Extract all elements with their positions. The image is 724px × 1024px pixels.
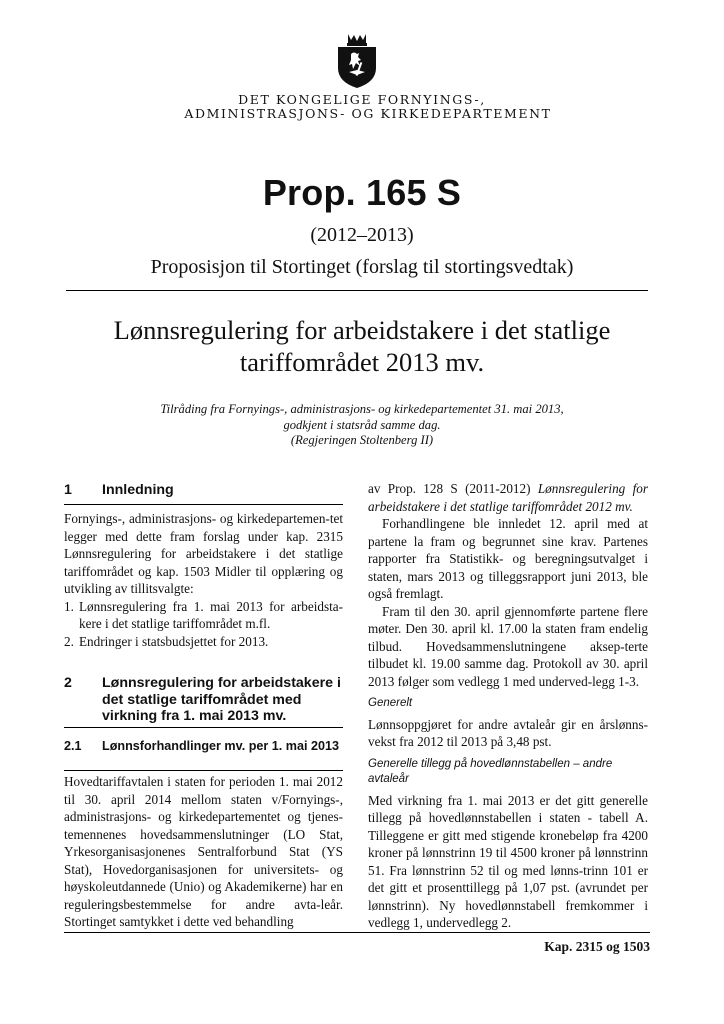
proposition-title: Prop. 165 S	[262, 172, 462, 213]
section1-title: Innledning	[102, 482, 174, 498]
section2-1-title: Lønnsforhandlinger mv. per 1. mai 2013	[102, 739, 340, 753]
ministry-name-line2: ADMINISTRASJONS- OG KIRKEDEPARTEMENT	[184, 106, 552, 121]
section2-1-text: Hovedtariffavtalen i staten for perioden 1. mai 2012 til 30. april 2014 mellom staten v/Fornyings-, administrasjons- og kirkedepartementet og tjenes-temennenes hovedsammenslutninger (LO Stat, Yrkesorganisasjonenes Sentralforbund Stat (YS Stat), Hovedorganisasjonen for universitets- og høyskoleutdannede (Unio) og Akademikerne) har en reguleringsbestemmelse for andre avta-leår. Stortinget samtykket i dette ved behandling	[64, 774, 343, 929]
tillegg-paragraph: Med virkning fra 1. mai 2013 er det gitt generelle tillegg på hovedlønnstabellen i staten - tabell A. Tilleggene er gitt med stigende kronebeløp fra 4200 kroner på lønnstrinn 19 til 4500 kroner på lønnstrinn 51. Fra lønnstrinn 52 til og med lønns-trinn 101 er det gitt et prosenttillegg på 1,07 pst. (avrundet per lønnstrinn). Ny hovedlønnstabell fremkommer i vedlegg 1, undervedlegg 2.	[368, 792, 648, 930]
endorsement	[80, 402, 644, 449]
list-item	[64, 598, 343, 633]
list-item-text: Lønnsregulering fra 1. mai 2013 for arbeidsta-kere i det statlige tariffområdet m.fl.	[79, 598, 343, 631]
section2-heading	[64, 675, 343, 725]
meetings-paragraph: Fram til den 30. april gjennomførte partene flere møter. Den 30. april kl. 17.00 la staten fram endelig tilbud. Hovedsammenslutningene aksep-terte tilbudet kl. 19.00 samme dag. Protokoll av 30. april 2013 følger som vedlegg 1 med underved-legg 1-3.	[368, 603, 648, 689]
continuation-title: Lønnsregulering for arbeidstakere i det statlige tariffområdet 2012 mv.	[368, 481, 648, 514]
section2-rule	[64, 727, 343, 728]
general-heading: Generelt	[368, 697, 413, 709]
proposition-year: (2012–2013)	[310, 224, 414, 246]
right-column	[368, 480, 648, 932]
continuation-prefix: av Prop. 128 S (2011-2012)	[368, 481, 531, 496]
tillegg-heading: Generelle tillegg på hovedlønnstabellen – andre avtaleår	[368, 757, 613, 785]
endorsement-line3: (Regjeringen Stoltenberg II)	[290, 433, 434, 447]
list-item	[64, 633, 343, 651]
negotiations-paragraph: Forhandlingene ble innledet 12. april med at partene la fram og begrunnet sine krav. Partenes rapporter fra Statistikk- og beregningsutvalget i staten, mars 2013 og tilleggsrapport juni 2013, ble også fremlagt.	[368, 516, 648, 601]
coat-of-arms-icon	[334, 32, 380, 90]
continuation-paragraph	[368, 480, 648, 515]
section2-1-rule	[64, 770, 343, 771]
proposition-subtitle: Proposisjon til Stortinget (forslag til stortingsvedtak)	[150, 256, 574, 278]
page-footer-chapter: Kap. 2315 og 1503	[544, 939, 650, 954]
section2-title: Lønnsregulering for arbeidstakere i det statlige tariffområdet med virkning fra 1. mai 2013 mv.	[102, 675, 341, 724]
section1-rule	[64, 504, 343, 505]
section1-heading	[64, 482, 343, 499]
section2-number: 2	[64, 675, 72, 691]
footer-rule	[64, 932, 650, 933]
document-title: Lønnsregulering for arbeidstakere i det statlige tariffområdet 2013 mv.	[113, 315, 611, 377]
list-item-text: Endringer i statsbudsjettet for 2013.	[79, 633, 269, 649]
endorsement-line2: godkjent i statsråd samme dag.	[283, 417, 441, 432]
endorsement-line1: Tilråding fra Fornyings-, administrasjons- og kirkedepartementet 31. mai 2013,	[160, 402, 564, 416]
title-divider	[66, 290, 648, 291]
section2-1-heading	[64, 738, 343, 754]
section1-body	[64, 510, 343, 650]
section1-intro: Fornyings-, administrasjons- og kirkedepartemen-tet legger med dette fram forslag under kap. 2315 Lønnsregulering for arbeidstakere i det statlige tariffområdet og kap. 1503 Midler til opplæring og utvikling av tillitsvalgte:	[64, 511, 343, 596]
section2-1-body	[64, 773, 343, 931]
section2-1-number: 2.1	[64, 739, 82, 753]
list-item-number: 2.	[64, 633, 74, 649]
section1-number: 1	[64, 482, 72, 498]
general-paragraph: Lønnsoppgjøret for andre avtaleår gir en årslønns-vekst fra 2012 til 2013 på 3,48 pst.	[368, 716, 648, 749]
ministry-name-line1: DET KONGELIGE FORNYINGS-,	[238, 92, 486, 107]
list-item-number: 1.	[64, 598, 74, 614]
